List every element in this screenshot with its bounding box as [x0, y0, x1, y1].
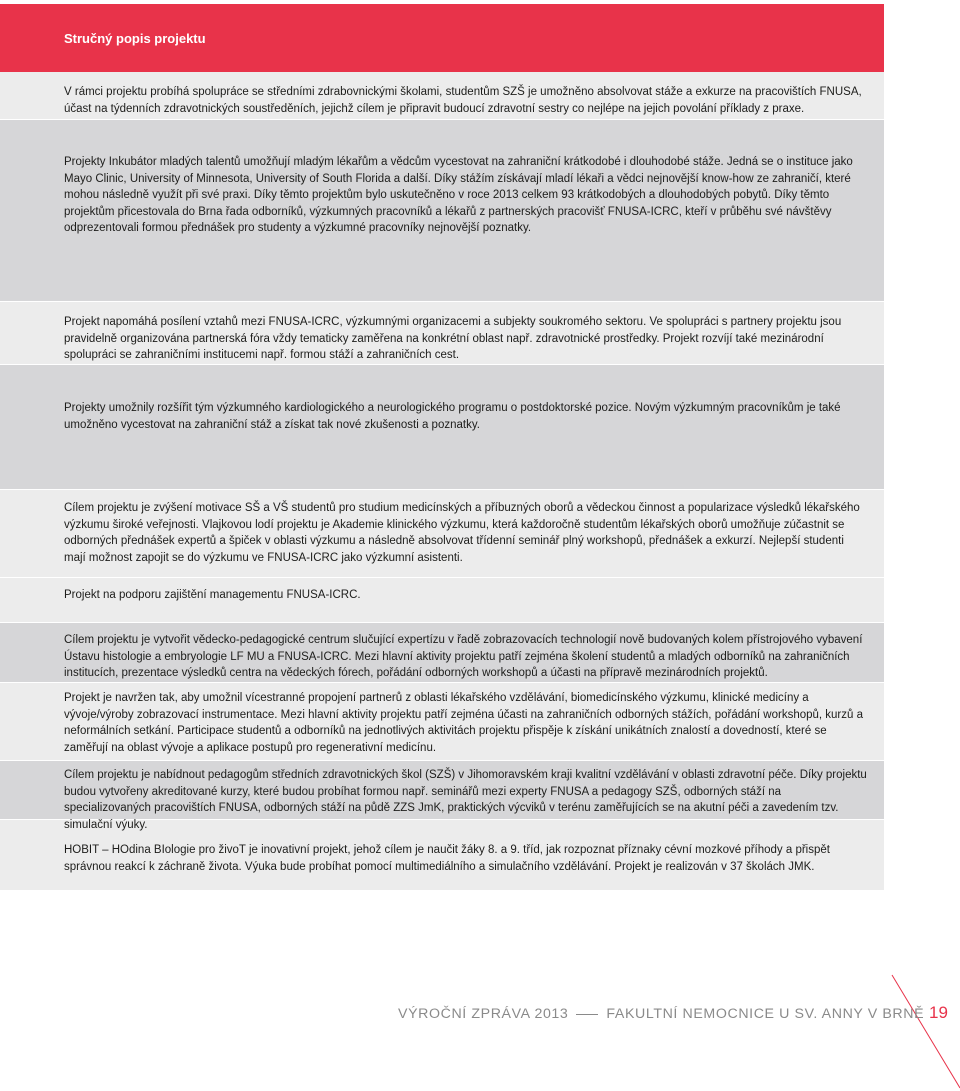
footer-running-title	[398, 1006, 924, 1022]
page-number: 19	[929, 1003, 948, 1022]
footer-separator	[576, 1014, 598, 1015]
row-text: Projekt na podporu zajištění managementu FNUSA-ICRC.	[64, 589, 361, 601]
row-text: Cílem projektu je vytvořit vědecko-pedagogické centrum slučující expertízu v řadě zobrazovacích technologií nově budovaných kolem přístrojového vybavení Ústavu histologie a embryologie LF MU a FNUSA-ICRC. Mezi hlavní aktivity projektu patří zejména školení studentů a mladých odborníků na zahraničních institucích, prezentace výsledků centra na vědeckých fórech, pořádání odborných workshopů a účasti na přípravě mezinárodních projektů.	[64, 634, 863, 680]
row-text: HOBIT – HOdina BIologie pro živoT je inovativní projekt, jehož cílem je naučit žáky 8. a 9. tříd, jak rozpoznat příznaky cévní mozkové příhody a přispět správnou reakcí k záchraně života. Výuka bude probíhat pomocí multimediálního a simulačního vzdělávání. Projekt je realizován v 37 školách JMK.	[64, 844, 830, 873]
footer-hospital-name: FAKULTNÍ NEMOCNICE U SV. ANNY V BRNĚ	[606, 1006, 925, 1022]
row-text: Projekty Inkubátor mladých talentů umožňují mladým lékařům a vědcům vycestovat na zahraniční krátkodobé i dlouhodobé stáže. Jedná se o instituce jako Mayo Clinic, University of Minnesota, University of South Florida a další. Díky stážím získávají mladí lékaři a vědci nejnovější know-how ze zahraničí, které mohou následně využít při své praxi. Díky těmto projektům bylo uskutečněno v roce 2013 celkem 93 krátkodobých a dlouhodobých pobytů. Díky těmto projektům přicestovala do Brna řada odborníků, výzkumných pracovníků a lékařů z partnerských pracovišť FNUSA-ICRC, kteří v průběhu své návštěvy odprezentovali formou přednášek pro studenty a výzkumné pracovníky nejnovější poznatky.	[64, 156, 853, 235]
row-text: Projekty umožnily rozšířit tým výzkumného kardiologického a neurologického programu o postdoktorské pozice. Novým výzkumným pracovníkům je také umožněno vycestovat na zahraniční stáž a získat tak nové zkušenosti a poznatky.	[64, 402, 841, 431]
row-text: Projekt je navržen tak, aby umožnil vícestranné propojení partnerů z oblasti lékařského vzdělávání, biomedicínského výzkumu, klinické medicíny a vývoje/výroby zobrazovací instrumentace. Mezi hlavní aktivity projektu patří zejména účasti na zahraničních odborných stážích, pořádání workshopů, kurzů a neformálních setkání. Participace studentů a odborníků na jednotlivých aktivitách projektu přispěje k získání unikátních znalostí a dovedností, které se zaměřují na oblast vývoje a aplikace postupů pro regenerativní medicínu.	[64, 692, 864, 754]
row-text: Cílem projektu je nabídnout pedagogům středních zdravotnických škol (SZŠ) v Jihomoravském kraji kvalitní vzdělávání v oblasti zdravotní péče. Díky projektu budou vytvořeny akreditované kurzy, které budou probíhat formou např. seminářů mezi experty FNUSA a pedagogy SZŠ, odborných stáží na specializovaných pracovištích FNUSA, odborných stáží na půdě ZZS JmK, praktických výcviků v terénu zaměřujících se na akutní péči a zavedením tzv. simulační výuky.	[64, 769, 867, 831]
table-header-title: Stručný popis projektu	[64, 30, 206, 46]
row-text: Cílem projektu je zvýšení motivace SŠ a VŠ studentů pro studium medicínských a příbuzných oborů a vědeckou činnost a popularizace výsledků lékařského výzkumu široké veřejnosti. Vlajkovou lodí projektu je Akademie klinického výzkumu, která každoročně studentům lékařských oborů umožňuje zúčastnit se odborných přednášek expertů a špiček v oblasti výzkumu a následně absolvovat třídenní seminář plný workshopů, přednášek a exkurzí. Nejlepší studenti mají možnost zapojit se do výzkumu ve FNUSA-ICRC jako výzkumní asistenti.	[64, 502, 860, 564]
row-text: V rámci projektu probíhá spolupráce se středními zdrabovnickými školami, studentům SZŠ je umožněno absolvovat stáže a exkurze na pracovištích FNUSA, účast na týdenních zdravotnických soustředěních, jejichž cílem je připravit budoucí zdravotní sestry co nejlépe na jejich povolání příklady z praxe.	[64, 86, 862, 115]
row-text: Projekt napomáhá posílení vztahů mezi FNUSA-ICRC, výzkumnými organizacemi a subjekty soukromého sektoru. Ve spolupráci s partnery projektu jsou pravidelně organizována partnerská fóra vždy tematicky zaměřena na konkrétní oblast např. zdravotnické prostředky. Projekt rozvíjí také mezinárodní spolupráci se zahraničními institucemi např. formou stáží a zahraničních cest.	[64, 316, 842, 362]
footer-report-title: VÝROČNÍ ZPRÁVA 2013	[398, 1006, 569, 1022]
